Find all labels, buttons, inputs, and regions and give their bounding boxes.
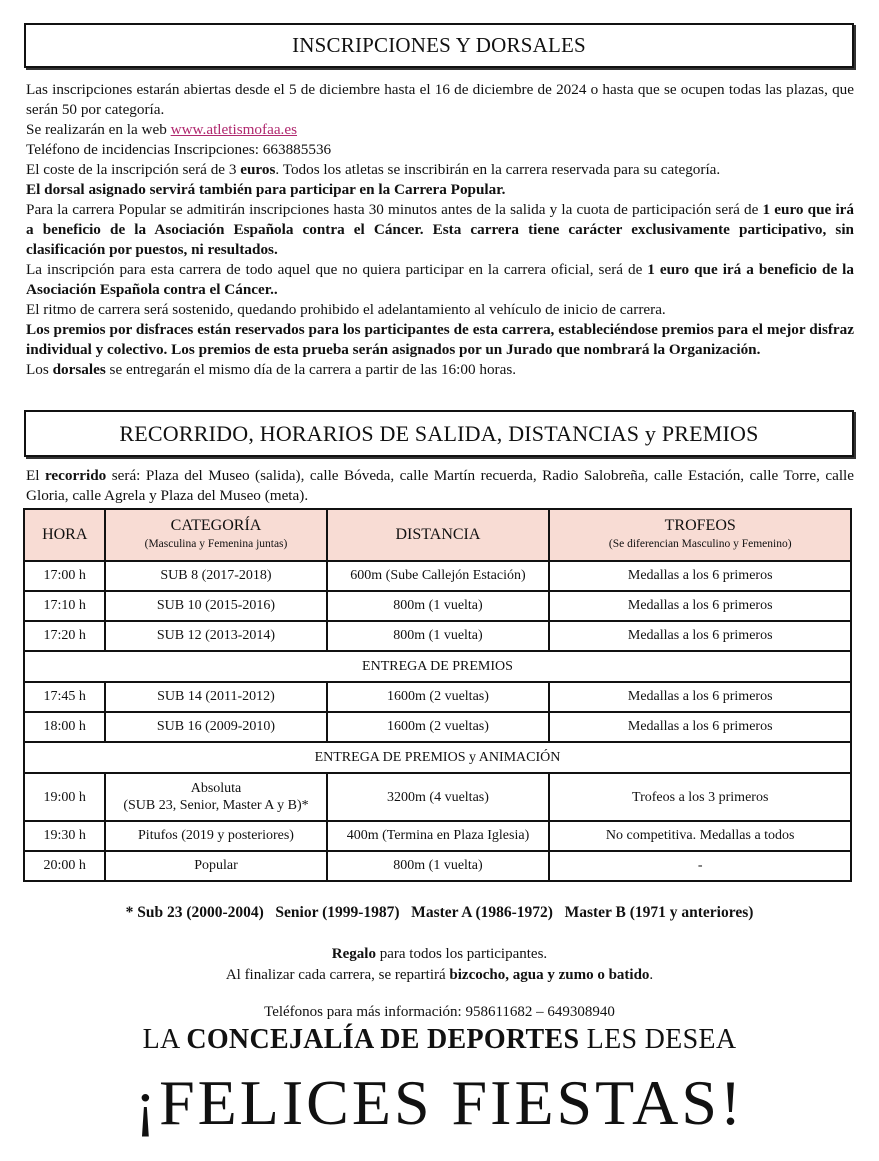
table-header-row: [24, 509, 851, 561]
cell-distancia: 1600m (2 vueltas): [327, 712, 550, 742]
table-row: [24, 561, 851, 591]
cell-distancia: 1600m (2 vueltas): [327, 682, 550, 712]
costume-prizes: [26, 320, 854, 360]
cell-categoria: [105, 773, 326, 821]
header-distancia: DISTANCIA: [327, 509, 550, 561]
non-official-registration: [26, 260, 854, 300]
cell-distancia: 3200m (4 vueltas): [327, 773, 550, 821]
cell-trofeos: Medallas a los 6 primeros: [549, 682, 851, 712]
cell-categoria: Popular: [105, 851, 326, 881]
cell-categoria-main: Absoluta: [190, 781, 242, 796]
non-official-charity: 1 euro que irá a beneficio de la Asociación Española contra el Cáncer.: [26, 261, 854, 298]
gift-line: [0, 944, 879, 965]
cell-hora: 17:00 h: [24, 561, 105, 591]
cell-hora: 19:00 h: [24, 773, 105, 821]
cell-categoria: SUB 12 (2013-2014): [105, 621, 326, 651]
inscripciones-text: [26, 80, 854, 380]
section-title-recorrido: RECORRIDO, HORARIOS DE SALIDA, DISTANCIAS y PREMIOS: [24, 410, 854, 457]
cost-rest: . Todos los atletas se inscribirán en la carrera reservada para su categoría.: [275, 161, 721, 178]
pickup-c: se entregarán el mismo día de la carrera a partir de las 16:00 horas.: [105, 361, 517, 378]
table-band-row: [24, 742, 851, 773]
cell-trofeos: Medallas a los 6 primeros: [549, 712, 851, 742]
snack-a: Al finalizar cada carrera, se repartirá: [225, 967, 450, 983]
cell-hora: 18:00 h: [24, 712, 105, 742]
non-official-dot: .: [273, 281, 278, 298]
cell-trofeos: Medallas a los 6 primeros: [549, 591, 851, 621]
non-official-text: La inscripción para esta carrera de todo aquel que no quiera participar en la carrera oficial, será de: [26, 261, 648, 278]
cell-trofeos: No competitiva. Medallas a todos: [549, 821, 851, 851]
table-row: [24, 821, 851, 851]
pickup-a: Los: [26, 361, 53, 378]
cell-categoria: Pitufos (2019 y posteriores): [105, 821, 326, 851]
cell-trofeos: Medallas a los 6 primeros: [549, 561, 851, 591]
pace-rule: El ritmo de carrera será sostenido, quedando prohibido el adelantamiento al vehículo de inicio de carrera.: [26, 301, 666, 318]
header-categoria-label: CATEGORÍA: [170, 517, 262, 534]
route-b: recorrido: [44, 467, 107, 484]
table-row: [24, 591, 851, 621]
dorsal-note: [26, 180, 854, 200]
snack-items: bizcocho, agua y zumo o batido: [449, 967, 650, 983]
cell-categoria: SUB 8 (2017-2018): [105, 561, 326, 591]
cell-trofeos: Trofeos a los 3 primeros: [549, 773, 851, 821]
header-categoria-sub: (Masculina y Femenina juntas): [144, 538, 288, 550]
dorsal-pickup: [26, 360, 854, 380]
popular-text: Para la carrera Popular se admitirán inscripciones hasta 30 minutos antes de la salida y la cuota de participación será de: [26, 201, 763, 218]
cell-trofeos: Medallas a los 6 primeros: [549, 621, 851, 651]
dorsal-note-text: El dorsal asignado servirá también para participar en la Carrera Popular.: [26, 181, 506, 198]
cell-categoria: SUB 14 (2011-2012): [105, 682, 326, 712]
section-title-inscripciones: INSCRIPCIONES Y DORSALES: [24, 23, 854, 68]
incident-phone: Teléfono de incidencias Inscripciones: 663885536: [26, 141, 332, 158]
felices-fiestas-heading: ¡FELICES FIESTAS!: [134, 1067, 745, 1138]
header-trofeos: [549, 509, 851, 561]
registration-web: [26, 120, 854, 140]
cell-categoria: SUB 16 (2009-2010): [105, 712, 326, 742]
registration-cost: [26, 160, 854, 180]
cell-distancia: 800m (1 vuelta): [327, 851, 550, 881]
route-c: será: Plaza del Museo (salida), calle Bóveda, calle Martín recuerda, Radio Salobreña, calle Estación, calle Torre, calle Gloria, calle Agrela y Plaza del Museo (meta).: [26, 467, 854, 504]
table-row: [24, 851, 851, 881]
cell-distancia: 400m (Termina en Plaza Iglesia): [327, 821, 550, 851]
website-link[interactable]: www.atletismofaa.es: [170, 121, 298, 138]
wish-a: LA: [142, 1024, 187, 1055]
cell-hora: 17:10 h: [24, 591, 105, 621]
cell-categoria-sub: (SUB 23, Senior, Master A y B)*: [123, 798, 309, 813]
table-row: [24, 621, 851, 651]
web-label: Se realizarán en la web: [26, 121, 171, 138]
table-row: [24, 682, 851, 712]
snack-line: [0, 965, 879, 986]
header-hora: HORA: [24, 509, 105, 561]
gift-rest: para todos los participantes.: [375, 946, 548, 962]
cell-distancia: 600m (Sube Callejón Estación): [327, 561, 550, 591]
route-a: El: [26, 467, 45, 484]
cell-distancia: 800m (1 vuelta): [327, 591, 550, 621]
table-row: [24, 712, 851, 742]
band-entrega-animacion: ENTREGA DE PREMIOS y ANIMACIÓN: [24, 742, 851, 773]
category-footnote: * Sub 23 (2000-2004) Senior (1999-1987) Master A (1986-1972) Master B (1971 y anteriores): [125, 904, 754, 921]
concejalia-wish: [0, 1024, 879, 1056]
wish-concejalia: CONCEJALÍA DE DEPORTES: [186, 1024, 580, 1055]
table-row: [24, 773, 851, 821]
cell-hora: 19:30 h: [24, 821, 105, 851]
info-phones: Teléfonos para más información: 958611682 – 649308940: [264, 1004, 615, 1020]
costume-prizes-text: Los premios por disfraces están reservados para los participantes de esta carrera, estableciéndose premios para el mejor disfraz individual y colectivo. Los premios de esta prueba serán asignados por un Jurado que nombrará la Organización.: [26, 321, 854, 358]
cell-distancia: 800m (1 vuelta): [327, 621, 550, 651]
schedule-table: [23, 508, 852, 882]
header-categoria: [105, 509, 326, 561]
header-trofeos-label: TROFEOS: [664, 517, 736, 534]
table-band-row: [24, 651, 851, 682]
cell-trofeos: -: [549, 851, 851, 881]
popular-registration: [26, 200, 854, 260]
gift-bold: Regalo: [331, 946, 376, 962]
cost-text: El coste de la inscripción será de 3: [26, 161, 241, 178]
route-description: [26, 466, 854, 506]
cell-categoria: SUB 10 (2015-2016): [105, 591, 326, 621]
band-entrega-premios: ENTREGA DE PREMIOS: [24, 651, 851, 682]
registration-dates: Las inscripciones estarán abiertas desde el 5 de diciembre hasta el 16 de diciembre de 2024 o hasta que se ocupen todas las plazas, que serán 50 por categoría.: [26, 81, 854, 118]
gift-info: [0, 944, 879, 986]
snack-dot: .: [649, 967, 654, 983]
wish-c: LES DESEA: [579, 1024, 737, 1055]
pickup-b: dorsales: [52, 361, 106, 378]
cost-currency: euros: [240, 161, 276, 178]
cell-hora: 20:00 h: [24, 851, 105, 881]
header-trofeos-sub: (Se diferencian Masculino y Femenino): [608, 538, 792, 550]
popular-charity: 1 euro que irá a beneficio de la Asociación Española contra el Cáncer. Esta carrera tiene carácter exclusivamente participativo, sin clasificación por puestos, ni resultados.: [26, 201, 855, 258]
cell-hora: 17:45 h: [24, 682, 105, 712]
cell-hora: 17:20 h: [24, 621, 105, 651]
